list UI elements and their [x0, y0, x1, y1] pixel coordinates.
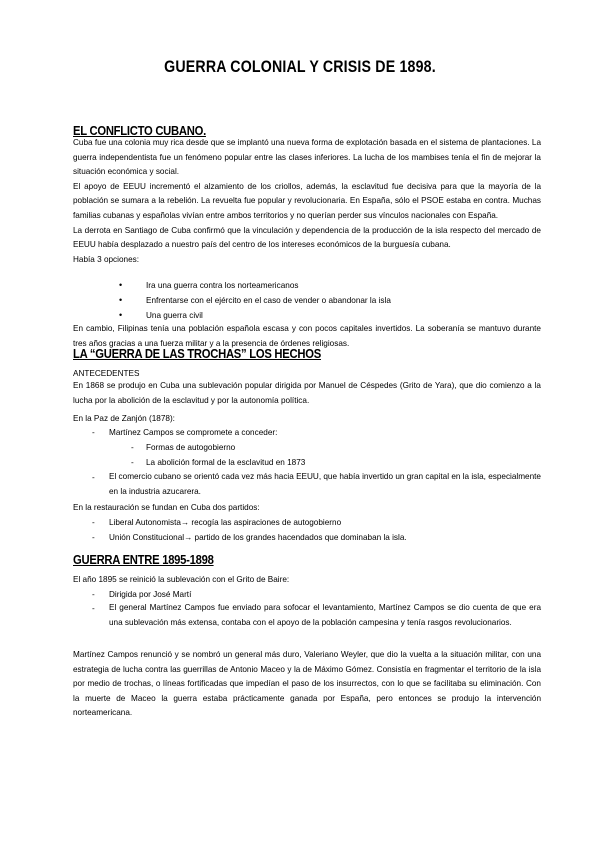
dash-icon: -	[92, 533, 95, 542]
section2-paragraph-1: En 1868 se produjo en Cuba una sublevación popular dirigida por Manuel de Céspedes (Grito de Yara), que dio comienzo a la lucha por la abolición de la esclavitud y por la autonomía política.	[73, 381, 541, 405]
option-item-3: Una guerra civil	[146, 311, 203, 320]
party-item-1: Liberal Autonomista→ recogía las aspiraciones de autogobierno	[109, 518, 342, 527]
section3-intro: El año 1895 se reinició la sublevación con el Grito de Baire:	[73, 575, 290, 584]
zanjon-item-1: Martínez Campos se compromete a conceder:	[109, 428, 278, 437]
dash-icon: -	[92, 428, 95, 437]
option-item-1: Ira una guerra contra los norteamericanos	[146, 281, 299, 290]
section3-item-1: Dirigida por José Martí	[109, 590, 192, 599]
antecedentes-label: ANTECEDENTES	[73, 369, 140, 378]
options-intro: Había 3 opciones:	[73, 254, 139, 264]
section1-paragraph-3: La derrota en Santiago de Cuba confirmó que la vinculación y dependencia de la producción de la isla respecto del mercado de EEUU había desplazado a nuestro país del centro de los intereses económicos de la burguesía cubana.	[73, 225, 541, 250]
heading-guerra-trochas: LA “GUERRA DE LAS TROCHAS” LOS HECHOS	[73, 347, 321, 361]
section1-paragraph-2: El apoyo de EEUU incrementó el alzamiento de los criollos, además, la esclavitud fue decisiva para que la mayoría de la población se sumara a la rebelión. La revuelta fue popular y revolucionaria. En España, sólo el PSOE estaba en contra. Muchas familias cubanas y españolas vivían entre ambos territorios y no querían perder sus vínculos nacionales con España.	[73, 181, 541, 220]
bullet-icon: •	[119, 280, 123, 290]
dash-icon: -	[92, 590, 95, 599]
zanjon-subitem-1: Formas de autogobierno	[146, 443, 236, 452]
bullet-icon: •	[119, 295, 123, 305]
dash-icon: -	[92, 473, 95, 482]
dash-icon: -	[92, 604, 95, 613]
heading-conflicto-cubano: EL CONFLICTO CUBANO.	[73, 124, 206, 138]
section3-paragraph-1: Martínez Campos renunció y se nombró un general más duro, Valeriano Weyler, que dio la vuelta a la situación militar, con una estrategia de lucha contra las guerrillas de Antonio Maceo y la de Máximo Gómez. Consistía en fragmentar el territorio de la isla por medio de trochas, o líneas fortificadas que impedían el paso de los insurrectos, con lo que se facilitaba su eliminación. Con la muerte de Maceo la guerra estaba prácticamente ganada por España, pero entonces se produjo la intervención norteamericana.	[73, 650, 541, 718]
bullet-icon: •	[119, 310, 123, 320]
section3-item-2: El general Martínez Campos fue enviado para sofocar el levantamiento, Martínez Campos se dio cuenta de que era una sublevación más extensa, contaba con el apoyo de la población campesina y tenía rasgos revolucionarios.	[109, 603, 541, 627]
heading-guerra-1895-1898: GUERRA ENTRE 1895-1898	[73, 553, 214, 567]
dash-icon: -	[131, 443, 134, 452]
zanjon-item-2: El comercio cubano se orientó cada vez más hacia EEUU, que había invertido un gran capital en la isla, especialmente en la industria azucarera.	[109, 472, 541, 496]
section1-paragraph-4: En cambio, Filipinas tenía una población española escasa y con pocos capitales invertidos. La soberanía se mantuvo durante tres años gracias a una fuerza militar y a la presencia de órdenes religiosas.	[73, 324, 541, 348]
dash-icon: -	[92, 518, 95, 527]
zanjon-subitem-2: La abolición formal de la esclavitud en 1873	[146, 458, 306, 467]
section1-body	[73, 136, 541, 267]
restauracion-label: En la restauración se fundan en Cuba dos partidos:	[73, 503, 260, 512]
document-title: GUERRA COLONIAL Y CRISIS DE 1898.	[164, 58, 436, 76]
dash-icon: -	[131, 458, 134, 467]
zanjon-label: En la Paz de Zanjón (1878):	[73, 414, 175, 423]
party-item-2: Unión Constitucional→ partido de los grandes hacendados que dominaban la isla.	[109, 533, 407, 542]
option-item-2: Enfrentarse con el ejército en el caso de vender o abandonar la isla	[146, 296, 391, 305]
section1-paragraph-1: Cuba fue una colonia muy rica desde que se implantó una nueva forma de explotación basada en el sistema de plantaciones. La guerra independentista fue un fenómeno popular entre las clases inferiores. La lucha de los mambises tenía el fin de mejorar la situación económica y social.	[73, 138, 541, 177]
